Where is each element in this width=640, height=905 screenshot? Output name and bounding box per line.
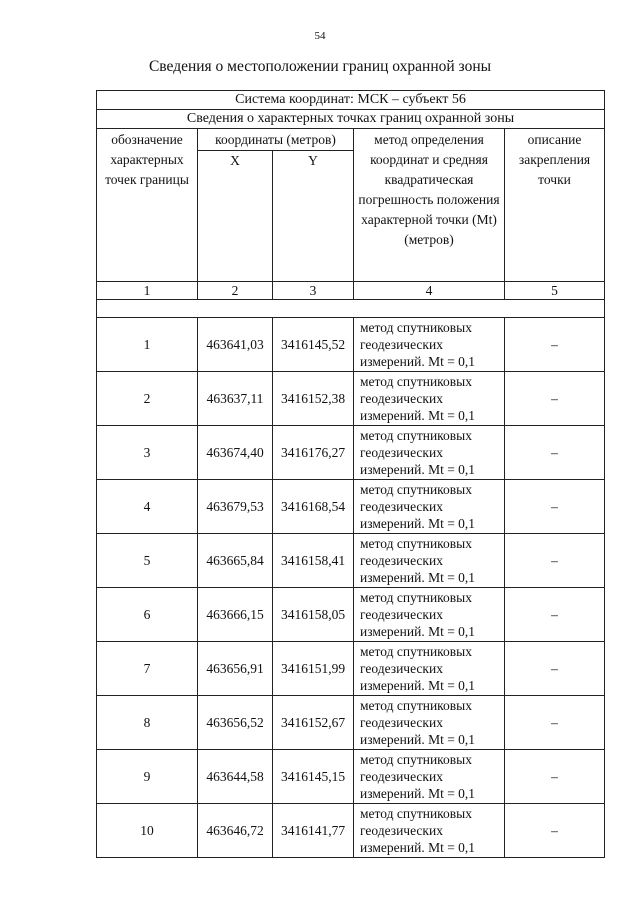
coord-y: 3416152,38 (273, 372, 354, 426)
method-text: метод спутниковых геодезических измерений. Mt = 0,1 (354, 588, 505, 642)
point-id: 7 (97, 642, 198, 696)
method-text: метод спутниковых геодезических измерений. Mt = 0,1 (354, 372, 505, 426)
point-id: 9 (97, 750, 198, 804)
table-row (97, 696, 605, 750)
header-coordinates (198, 129, 354, 282)
header-x: X (230, 153, 240, 168)
method-text: метод спутниковых геодезических измерений. Mt = 0,1 (354, 696, 505, 750)
page-number: 54 (314, 30, 326, 42)
column-number: 3 (273, 282, 354, 300)
coord-y: 3416145,52 (273, 318, 354, 372)
blank-row (97, 300, 605, 318)
header-point-designation: обозначение характерных точек границы (97, 129, 198, 282)
coord-x: 463641,03 (198, 318, 273, 372)
point-id: 5 (97, 534, 198, 588)
point-id: 1 (97, 318, 198, 372)
table-row (97, 588, 605, 642)
coord-y: 3416168,54 (273, 480, 354, 534)
coordinate-system: Система координат: МСК – субъект 56 (97, 91, 605, 110)
coord-x: 463637,11 (198, 372, 273, 426)
point-description: – (505, 642, 605, 696)
header-coordinates-label: координаты (метров) (198, 130, 353, 151)
method-text: метод спутниковых геодезических измерений. Mt = 0,1 (354, 750, 505, 804)
point-id: 10 (97, 804, 198, 858)
header-y: Y (272, 151, 353, 281)
table-row (97, 750, 605, 804)
header-method: метод определения координат и средняя квадратическая погрешность положения характерной точки (Mt) (метров) (354, 129, 505, 282)
column-number: 1 (97, 282, 198, 300)
coord-y: 3416176,27 (273, 426, 354, 480)
point-description: – (505, 480, 605, 534)
coord-y: 3416152,67 (273, 696, 354, 750)
point-id: 6 (97, 588, 198, 642)
point-id: 3 (97, 426, 198, 480)
coord-x: 463646,72 (198, 804, 273, 858)
coord-x: 463666,15 (198, 588, 273, 642)
table-subtitle: Сведения о характерных точках границ охранной зоны (97, 110, 605, 129)
column-number: 5 (505, 282, 605, 300)
coord-y: 3416151,99 (273, 642, 354, 696)
table-row (97, 642, 605, 696)
method-text: метод спутниковых геодезических измерений. Mt = 0,1 (354, 480, 505, 534)
column-number: 4 (354, 282, 505, 300)
coord-y: 3416141,77 (273, 804, 354, 858)
table-row (97, 318, 605, 372)
point-description: – (505, 426, 605, 480)
point-description: – (505, 804, 605, 858)
coord-x: 463656,91 (198, 642, 273, 696)
table-row (97, 372, 605, 426)
column-number: 2 (198, 282, 273, 300)
point-description: – (505, 696, 605, 750)
table-row (97, 426, 605, 480)
coord-x: 463665,84 (198, 534, 273, 588)
point-description: – (505, 534, 605, 588)
point-id: 8 (97, 696, 198, 750)
coord-x: 463679,53 (198, 480, 273, 534)
method-text: метод спутниковых геодезических измерений. Mt = 0,1 (354, 534, 505, 588)
point-description: – (505, 372, 605, 426)
coord-y: 3416145,15 (273, 750, 354, 804)
method-text: метод спутниковых геодезических измерений. Mt = 0,1 (354, 804, 505, 858)
coord-x: 463674,40 (198, 426, 273, 480)
point-id: 4 (97, 480, 198, 534)
coordinates-table (96, 90, 605, 858)
table-row (97, 480, 605, 534)
method-text: метод спутниковых геодезических измерений. Mt = 0,1 (354, 318, 505, 372)
coord-y: 3416158,41 (273, 534, 354, 588)
table-row (97, 534, 605, 588)
method-text: метод спутниковых геодезических измерений. Mt = 0,1 (354, 426, 505, 480)
point-description: – (505, 588, 605, 642)
method-text: метод спутниковых геодезических измерений. Mt = 0,1 (354, 642, 505, 696)
point-description: – (505, 318, 605, 372)
header-description: описание закрепления точки (505, 129, 605, 282)
coord-x: 463644,58 (198, 750, 273, 804)
table-row (97, 804, 605, 858)
point-id: 2 (97, 372, 198, 426)
coord-x: 463656,52 (198, 696, 273, 750)
point-description: – (505, 750, 605, 804)
coord-y: 3416158,05 (273, 588, 354, 642)
document-title: Сведения о местоположении границ охранной зоны (148, 58, 492, 75)
